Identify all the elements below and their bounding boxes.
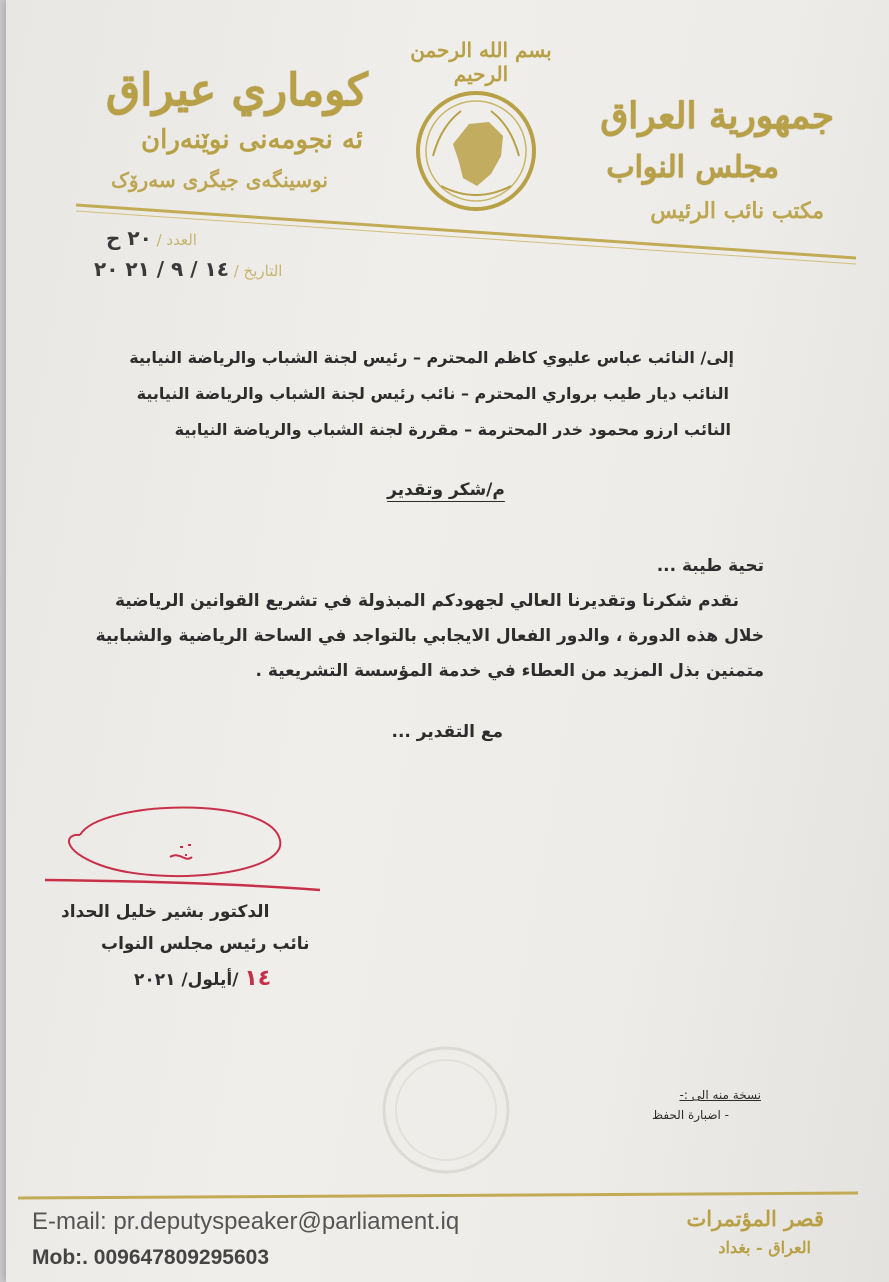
parliament-emblem-icon bbox=[411, 86, 541, 216]
greeting: تحية طيبة ... bbox=[656, 556, 764, 576]
signature-date-day: ١٤ bbox=[244, 966, 272, 991]
embossed-seal-icon bbox=[376, 1040, 516, 1180]
recipient-line: إلى/ النائب عباس عليوي كاظم المحترم – رئيس لجنة الشباب والرياضة النيابية bbox=[129, 348, 734, 367]
recipient-line: النائب ديار طيب برواري المحترم – نائب رئيس لجنة الشباب والرياضة النيابية bbox=[136, 384, 729, 403]
header-country: جمهورية العراق bbox=[600, 95, 834, 137]
signatory-name: الدكتور بشير خليل الحداد bbox=[61, 902, 270, 922]
footer-location-name: قصر المؤتمرات bbox=[686, 1206, 824, 1231]
copies-label: نسخة منه الى :- bbox=[679, 1088, 761, 1102]
header-kurdish-country: كوماري عيراق bbox=[106, 65, 368, 116]
ref-number bbox=[88, 226, 197, 250]
header-office: مكتب نائب الرئيس bbox=[650, 198, 824, 224]
signatory-title: نائب رئيس مجلس النواب bbox=[101, 934, 310, 954]
footer-rule bbox=[18, 1188, 858, 1204]
ref-label: العدد / bbox=[156, 231, 197, 249]
handwritten-signature bbox=[40, 795, 330, 905]
date-value: ١٤ / ٩ / ٢١ ٢٠ bbox=[94, 257, 229, 281]
header-kurdish-institution: ئه نجومه‌نی نوێنه‌ران bbox=[141, 125, 364, 155]
body-line: نقدم شكرنا وتقديرنا العالي لجهودكم المبذولة في تشريع القوانين الرياضية bbox=[114, 591, 739, 611]
footer-email: E-mail: pr.deputyspeaker@parliament.iq bbox=[32, 1208, 460, 1235]
header-institution: مجلس النواب bbox=[606, 150, 779, 185]
basmala: بسم الله الرحمن الرحيم bbox=[410, 38, 552, 86]
signature-date bbox=[134, 966, 271, 991]
letter-date bbox=[84, 257, 282, 281]
body-line: خلال هذه الدورة ، والدور الفعال الايجابي بالتواجد في الساحة الرياضية والشبابية bbox=[95, 626, 764, 646]
letter-paper bbox=[6, 0, 889, 1282]
header-kurdish-office: نوسینگه‌ی جیگری سه‌رۆک bbox=[111, 168, 328, 192]
date-label: التاريخ / bbox=[233, 262, 283, 280]
body-line: متمنين بذل المزيد من العطاء في خدمة المؤسسة التشريعية . bbox=[255, 661, 764, 681]
subject: م/شكر وتقدير bbox=[387, 480, 505, 500]
footer-mobile: Mob:. 009647809295603 bbox=[32, 1246, 269, 1269]
recipient-line: النائب ارزو محمود خدر المحترمة – مقررة لجنة الشباب والرياضة النيابية bbox=[174, 420, 731, 439]
signature-date-rest: /أيلول/ ٢٠٢١ bbox=[134, 970, 239, 990]
ref-value: ٢٠ ح bbox=[106, 226, 152, 250]
footer-location-city: العراق - بغداد bbox=[718, 1238, 811, 1257]
closing: مع التقدير ... bbox=[391, 722, 503, 742]
copies-item: - اضبارة الحفظ bbox=[651, 1108, 729, 1122]
